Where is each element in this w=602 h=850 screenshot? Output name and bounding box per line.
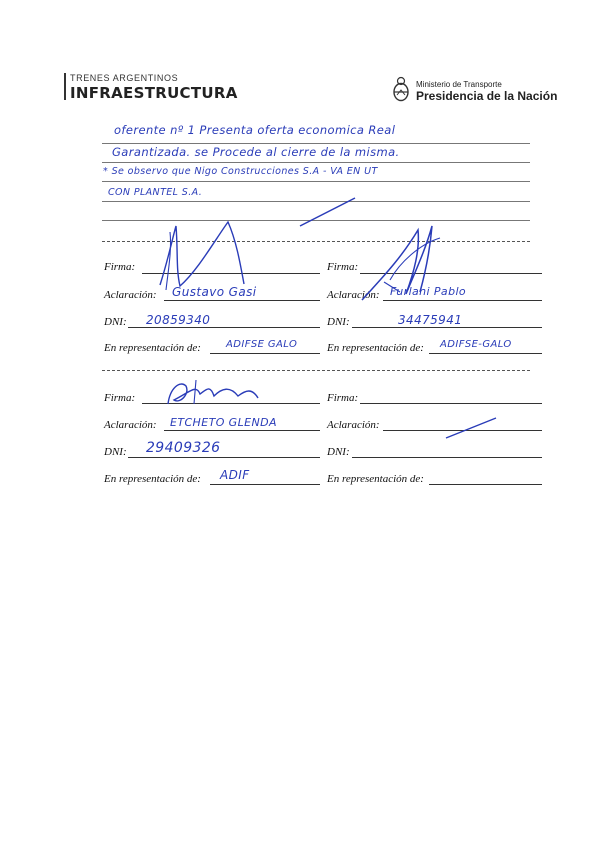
- aclaracion-value: Furlani Pablo: [390, 285, 467, 298]
- aclaracion-value: Gustavo Gasi: [172, 285, 257, 299]
- firma-label: Firma:: [327, 261, 359, 273]
- representacion-value: ADIFSE-GALO: [440, 339, 512, 350]
- note-line: oferente nº 1 Presenta oferta economica Real: [114, 123, 396, 137]
- note-line: CON PLANTEL S.A.: [108, 187, 203, 198]
- aclaracion-value: ETCHETO GLENDA: [170, 416, 277, 429]
- aclaracion-label: Aclaración:: [327, 289, 380, 301]
- representacion-value: ADIF: [220, 468, 250, 482]
- firma-label: Firma:: [104, 392, 136, 404]
- representacion-label: En representación de:: [104, 473, 201, 485]
- representacion-label: En representación de:: [327, 342, 424, 354]
- aclaracion-label: Aclaración:: [104, 289, 157, 301]
- dni-value: 34475941: [398, 313, 463, 327]
- firma-label: Firma:: [327, 392, 359, 404]
- representacion-label: En representación de:: [327, 473, 424, 485]
- aclaracion-label: Aclaración:: [327, 419, 380, 431]
- ministry-subtitle: Ministerio de Transporte: [416, 80, 502, 89]
- org-title: INFRAESTRUCTURA: [70, 84, 238, 102]
- org-subtitle: TRENES ARGENTINOS: [70, 73, 179, 83]
- note-line: Garantizada. se Procede al cierre de la misma.: [112, 145, 400, 159]
- representacion-label: En representación de:: [104, 342, 201, 354]
- note-line: * Se observo que Nigo Construcciones S.A - VA EN UT: [103, 166, 378, 177]
- firma-label: Firma:: [104, 261, 136, 273]
- dni-value: 29409326: [146, 440, 221, 456]
- dni-label: DNI:: [327, 446, 350, 458]
- dni-label: DNI:: [104, 446, 127, 458]
- ministry-title: Presidencia de la Nación: [416, 89, 558, 103]
- dni-value: 20859340: [146, 313, 211, 327]
- aclaracion-label: Aclaración:: [104, 419, 157, 431]
- representacion-value: ADIFSE GALO: [226, 339, 298, 350]
- dni-label: DNI:: [327, 316, 350, 328]
- dni-label: DNI:: [104, 316, 127, 328]
